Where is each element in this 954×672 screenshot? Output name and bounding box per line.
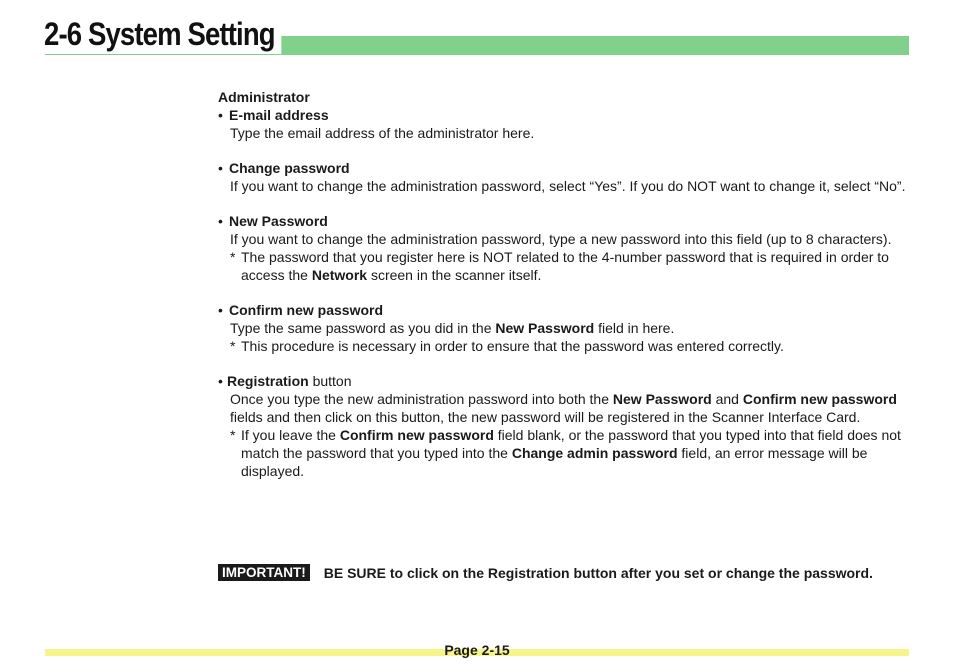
new-password-label: New Password — [229, 213, 328, 229]
note-text-part: If you leave the — [241, 427, 340, 443]
bullet-confirm-password — [218, 301, 913, 319]
note-text-part: screen in the scanner itself. — [367, 267, 542, 283]
note-asterisk: * — [230, 427, 236, 443]
bullet-dot: • — [218, 160, 223, 176]
note-text — [241, 248, 913, 284]
email-label: E-mail address — [229, 107, 329, 123]
confirm-password-label: Confirm new password — [229, 302, 384, 318]
page-title: 2-6 System Setting — [44, 14, 282, 54]
note-text-part: The password that you register here is NOT related to the 4-number password that is required in order to access the — [241, 249, 889, 283]
registration-note — [218, 426, 913, 480]
confirm-password-description — [218, 319, 913, 337]
desc-part: Type the same password as you did in the — [230, 320, 496, 336]
bullet-dot: • — [218, 302, 223, 318]
section-heading: Administrator — [218, 89, 310, 105]
important-badge: IMPORTANT! — [218, 564, 310, 581]
bullet-dot: • — [218, 373, 223, 389]
change-password-label: Change password — [229, 160, 350, 176]
page-number — [0, 641, 954, 659]
change-password-description: If you want to change the administration password, select “Yes”. If you do NOT want to change it, select “No”. — [230, 178, 906, 194]
new-password-description: If you want to change the administration password, type a new password into this field (up to 8 characters). — [230, 231, 892, 247]
desc-part: field in here. — [594, 320, 675, 336]
page-number-text: Page 2-15 — [444, 642, 510, 658]
registration-label-suffix: button — [308, 373, 352, 389]
bullet-registration — [218, 372, 913, 390]
bullet-dot: • — [218, 107, 223, 123]
desc-part: Once you type the new administration password into both the — [230, 391, 613, 407]
note-text-part: field blank, or the password that you typed into that field does not match the password that you typed into the — [241, 427, 901, 461]
note-asterisk: * — [230, 249, 236, 265]
new-password-note — [218, 248, 913, 284]
important-text: BE SURE to click on the Registration button after you set or change the password. — [323, 564, 873, 581]
note-text — [241, 426, 913, 480]
note-text-part: field, an error message will be displayed. — [241, 445, 868, 479]
confirm-password-note — [218, 337, 913, 355]
email-description: Type the email address of the administrator here. — [230, 125, 535, 141]
bullet-email — [218, 106, 913, 124]
desc-bold-new-password: New Password — [612, 391, 712, 407]
note-text: This procedure is necessary in order to ensure that the password was entered correctly. — [241, 338, 784, 354]
registration-label: Registration — [227, 373, 309, 389]
desc-bold-new-password: New Password — [495, 320, 595, 336]
note-bold-change-admin-password: Change admin password — [511, 445, 678, 461]
note-bold-network: Network — [311, 267, 368, 283]
desc-part: fields and then click on this button, the new password will be registered in the Scanner Interface Card. — [230, 409, 861, 425]
bullet-new-password — [218, 212, 913, 230]
important-notice — [218, 564, 873, 581]
bullet-change-password — [218, 159, 913, 177]
desc-part: and — [711, 391, 743, 407]
bullet-dot: • — [218, 213, 223, 229]
note-bold-confirm-password: Confirm new password — [339, 427, 494, 443]
note-asterisk: * — [230, 338, 236, 354]
registration-description — [218, 390, 913, 426]
desc-bold-confirm-password: Confirm new password — [742, 391, 897, 407]
main-content — [218, 88, 913, 480]
